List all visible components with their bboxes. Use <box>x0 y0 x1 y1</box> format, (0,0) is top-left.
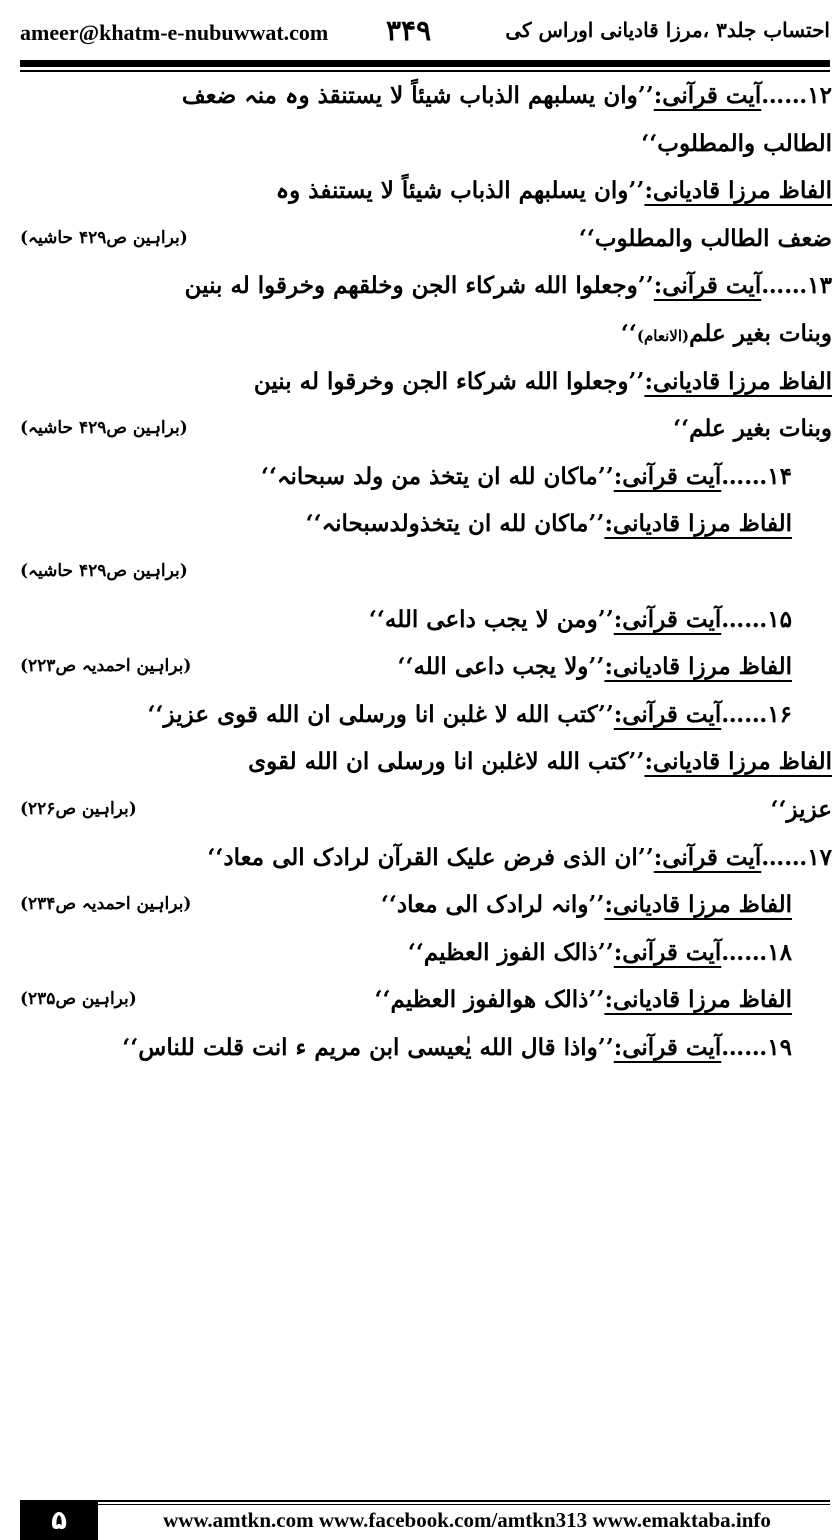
quran-verse-label: آیت قرآنی: <box>613 1033 722 1061</box>
entry-number: ۱۸…… <box>721 938 792 966</box>
entry-number: ۱۶…… <box>721 700 792 728</box>
text-line <box>20 405 832 453</box>
surah-name: (الانعام) <box>636 326 690 345</box>
mirza-words-label: الفاظ مرزا قادیانی: <box>644 367 832 395</box>
mirza-words-label: الفاظ مرزا قادیانی: <box>604 986 792 1014</box>
entry-text: وبنات بغیر علم <box>689 319 832 347</box>
entry-text: ’’وان یسلبهم الذباب شیئاً لا یستنفذ وہ <box>275 177 645 205</box>
reference-citation: (براہین احمدیہ ص۲۳۴) <box>20 894 192 915</box>
entry-text: ’’ماکان لله ان یتخذولدسبحانہ‘‘ <box>305 510 605 538</box>
entry-number: ۱۹…… <box>721 1033 792 1061</box>
text-line <box>20 358 832 406</box>
text-line <box>20 643 832 691</box>
footer-rule <box>20 1500 830 1502</box>
reference-citation: (براہین ص۴۲۹ حاشیہ) <box>20 418 188 439</box>
entry-text: ’’ذالک الفوز العظیم‘‘ <box>407 938 614 966</box>
text-line <box>20 548 832 596</box>
entry-number: ۱۵…… <box>721 605 792 633</box>
entry-text: ’’وان یسلبهم الذباب شیئاً لا یستنقذ وہ منہ ضعف <box>181 82 654 109</box>
entry-text: ’’وجعلوا الله شرکاء الجن وخرقوا له بنین <box>253 367 645 395</box>
header-rule-thick <box>20 60 830 67</box>
text-line <box>20 167 832 215</box>
text-line <box>20 976 832 1024</box>
entry-number: ۱۳…… <box>761 272 832 300</box>
closing-quote: ‘‘ <box>620 319 637 347</box>
text-line <box>20 738 832 786</box>
quran-verse-label: آیت قرآنی: <box>653 82 762 109</box>
quran-verse-label: آیت قرآنی: <box>653 272 762 300</box>
entry-text: عزیز‘‘ <box>770 795 832 823</box>
mirza-words-label: الفاظ مرزا قادیانی: <box>644 177 832 205</box>
text-line <box>20 596 832 644</box>
entry-text: ’’ان الذی فرض علیک القرآن لرادک الی معاد‘‘ <box>207 843 654 871</box>
entry-text: ’’وانہ لرادک الی معاد‘‘ <box>380 891 605 919</box>
entry-text: ’’واذا قال الله یٰعیسی ابن مریم ء انت قلت للناس‘‘ <box>122 1033 614 1061</box>
text-line <box>20 691 832 739</box>
entry-text: ’’ذالک ھوالفوز العظیم‘‘ <box>374 986 605 1014</box>
header-title: احتساب جلد۳ ،مرزا قادیانی اوراس کی <box>505 18 830 42</box>
reference-citation: (براہین ص۴۲۹ حاشیہ) <box>20 227 188 248</box>
text-line <box>20 310 832 358</box>
quran-verse-label: آیت قرآنی: <box>613 605 722 633</box>
entry-text: وبنات بغیر علم‘‘ <box>673 415 832 443</box>
entry-text: ’’کتب الله لاغلبن انا ورسلی ان الله لقوی <box>248 748 645 776</box>
entry-text: ’’ماکان لله ان یتخذ من ولد سبحانہ‘‘ <box>261 462 614 490</box>
text-line <box>20 1024 832 1072</box>
mirza-words-label: الفاظ مرزا قادیانی: <box>604 891 792 919</box>
reference-citation: (براہین احمدیہ ص۲۲۳) <box>20 656 192 677</box>
entry-text: ’’ولا یجب داعی الله‘‘ <box>397 653 605 681</box>
entry-number: ۱۴…… <box>721 462 792 490</box>
footer-rule-thin <box>20 1504 830 1505</box>
reference-citation: (براہین ص۴۲۹ حاشیہ) <box>20 560 188 581</box>
entry-text: ’’ومن لا یجب داعی الله‘‘ <box>368 605 614 633</box>
entry-number: ۱۲…… <box>761 82 832 109</box>
text-line <box>20 881 832 929</box>
text-line <box>20 929 832 977</box>
text-line <box>20 834 832 882</box>
mirza-words-label: الفاظ مرزا قادیانی: <box>604 510 792 538</box>
entry-text: ضعف الطالب والمطلوب‘‘ <box>578 224 832 252</box>
entry-number: ۱۷…… <box>761 843 832 871</box>
reference-citation: (براہین ص۲۳۵) <box>20 989 137 1010</box>
document-body <box>20 72 832 1071</box>
quran-verse-label: آیت قرآنی: <box>613 700 722 728</box>
text-line <box>20 215 832 263</box>
reference-citation: (براہین ص۲۲۶) <box>20 798 137 819</box>
text-line <box>20 262 832 310</box>
mirza-words-label: الفاظ مرزا قادیانی: <box>644 748 832 776</box>
quran-verse-label: آیت قرآنی: <box>653 843 762 871</box>
quran-verse-label: آیت قرآنی: <box>613 938 722 966</box>
entry-text: ’’کتب الله لا غلبن انا ورسلی ان الله قوی عزیز‘‘ <box>147 700 614 728</box>
header-email: ameer@khatm-e-nubuwwat.com <box>20 20 329 45</box>
entry-text: ’’وجعلوا الله شرکاء الجن وخلقهم وخرقوا له بنین <box>184 272 654 300</box>
text-line <box>20 120 832 168</box>
mirza-words-label: الفاظ مرزا قادیانی: <box>604 653 792 681</box>
footer-page-badge: ۵ <box>20 1502 98 1540</box>
text-line <box>20 500 832 548</box>
text-line <box>20 72 832 120</box>
header-page-number: ۳۴۹ <box>386 14 432 47</box>
entry-text: الطالب والمطلوب‘‘ <box>641 129 832 157</box>
footer-links: www.amtkn.com www.facebook.com/amtkn313 www.emaktaba.info <box>163 1508 771 1532</box>
text-line <box>20 453 832 501</box>
page-header <box>20 14 830 54</box>
text-line <box>20 786 832 834</box>
quran-verse-label: آیت قرآنی: <box>613 462 722 490</box>
